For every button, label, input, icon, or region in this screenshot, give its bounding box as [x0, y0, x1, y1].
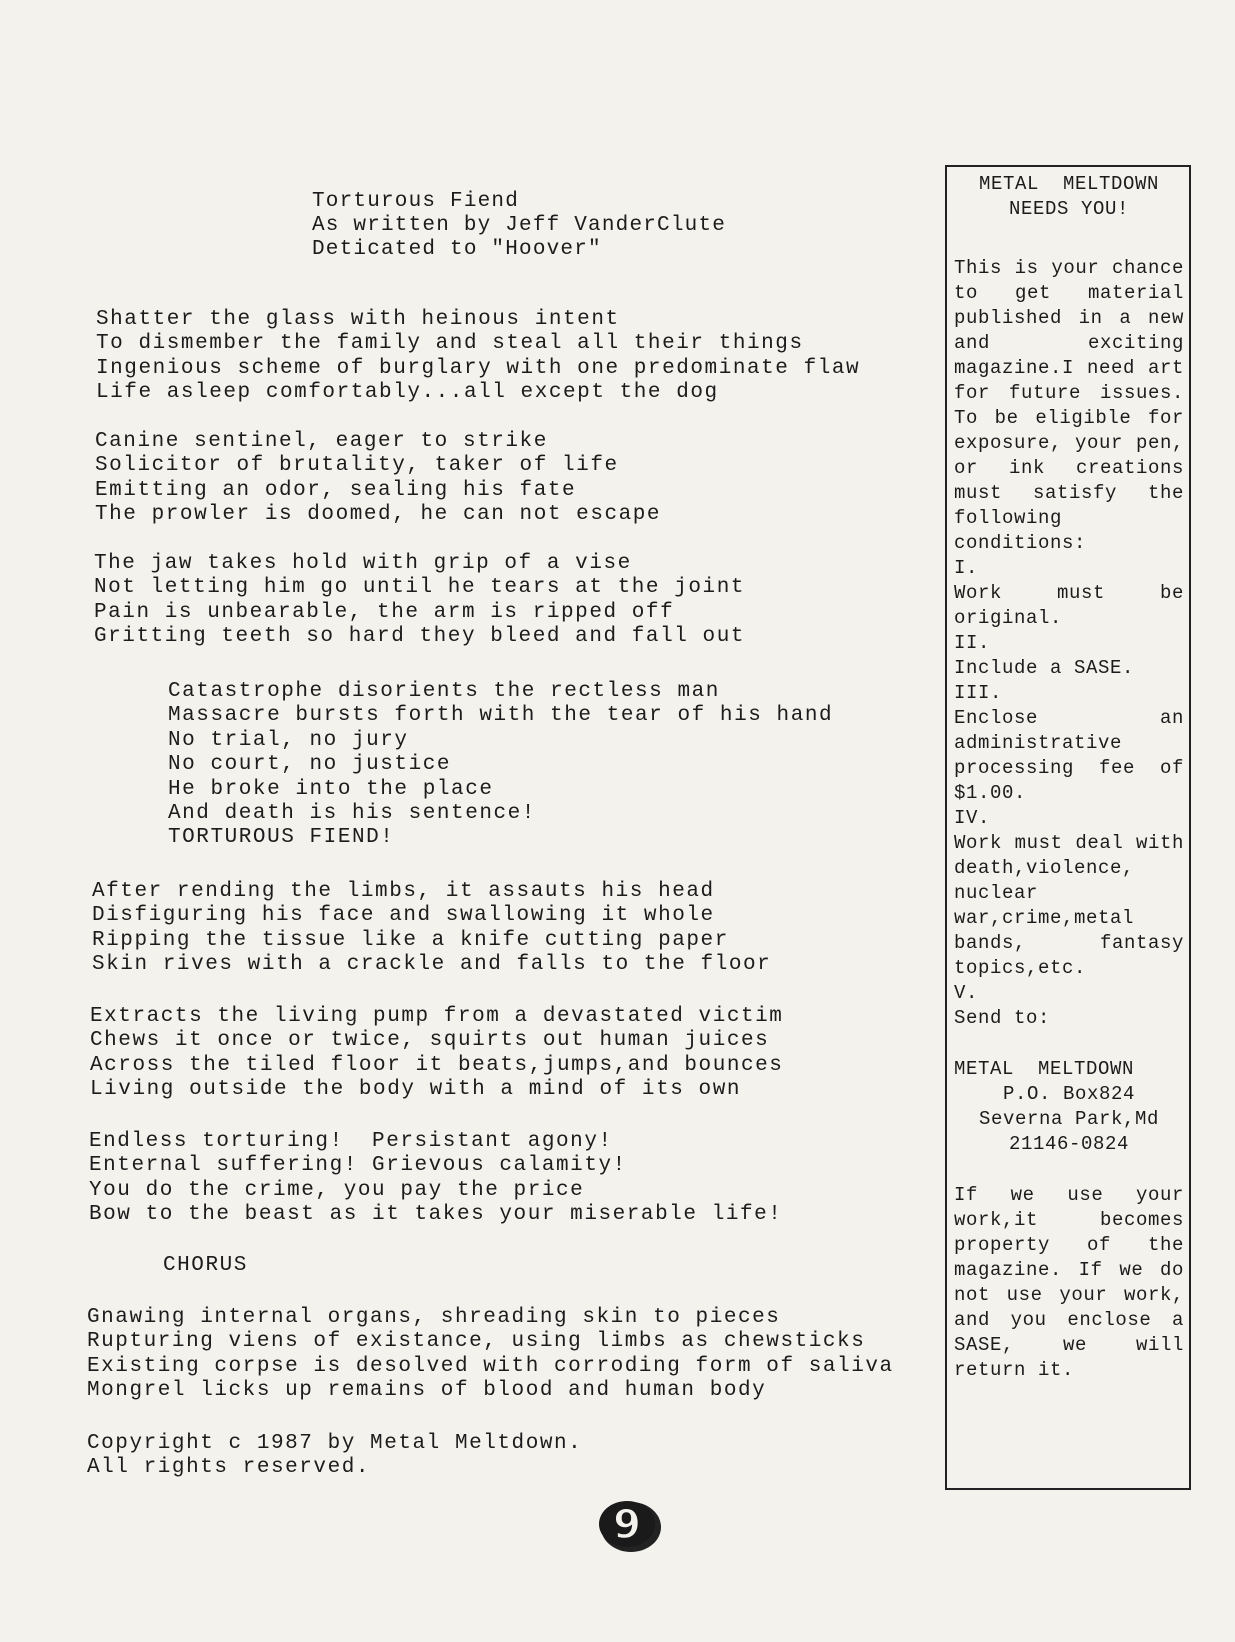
poem-title: Torturous Fiend — [312, 190, 520, 213]
poem-line: Canine sentinel, eager to strike — [95, 430, 548, 453]
address-name: METAL MELTDOWN — [954, 1058, 1135, 1080]
poem-line: No trial, no jury — [168, 728, 409, 752]
condition-text: Work must be original. — [954, 582, 1184, 629]
sidebar-subheading: NEEDS YOU! — [1008, 198, 1130, 220]
copyright-line: All rights reserved. — [87, 1456, 371, 1480]
poem-line: Life asleep comfortably...all except the dog — [96, 381, 719, 405]
poem-line: The jaw takes hold with grip of a vise — [94, 552, 632, 575]
poem-line: The prowler is doomed, he can not escape — [95, 503, 662, 527]
poem-line: Mongrel licks up remains of blood and human body — [87, 1379, 767, 1403]
stanza-4-indented — [168, 680, 833, 851]
submission-sidebar — [945, 165, 1191, 1490]
poem-line: Gnawing internal organs, shreading skin to pieces — [87, 1306, 781, 1329]
poem-line: Bow to the beast as it takes your miserable life! — [89, 1203, 783, 1227]
poem-line: Solicitor of brutality, taker of life — [95, 454, 619, 478]
condition-numeral: V. — [954, 982, 979, 1004]
stanza-8 — [87, 1306, 894, 1404]
poem-line: TORTUROUS FIEND! — [168, 826, 395, 850]
address-box: P.O. Box824 — [1002, 1083, 1136, 1105]
chorus-label: CHORUS — [163, 1254, 248, 1277]
condition-text: Send to: — [954, 1007, 1051, 1029]
poem-line: Endless torturing! Persistant agony! — [89, 1130, 613, 1153]
poem-line: To dismember the family and steal all their things — [96, 332, 804, 356]
poem-line: Shatter the glass with heinous intent — [96, 308, 620, 331]
page-number: 9 — [613, 1502, 641, 1548]
stanza-7 — [89, 1130, 782, 1228]
condition-text: Include a SASE. — [954, 657, 1135, 679]
poem-line: Chews it once or twice, squirts out human juices — [90, 1029, 770, 1053]
condition-text: Work must deal with death,violence, nuclear war,crime,metal bands, fantasy topics,etc. — [954, 832, 1184, 979]
stanza-2 — [95, 430, 661, 528]
poem-line: Not letting him go until he tears at the joint — [94, 576, 745, 600]
poem-line: And death is his sentence! — [168, 802, 536, 826]
poem-line: Ripping the tissue like a knife cutting paper — [92, 928, 729, 952]
copyright-line: Copyright c 1987 by Metal Meltdown. — [87, 1432, 583, 1455]
poem-line: He broke into the place — [168, 777, 494, 801]
poem-dedication: Deticated to "Hoover" — [312, 238, 602, 261]
stanza-3 — [94, 552, 745, 650]
poem-line: Rupturing viens of existance, using limbs as chewsticks — [87, 1330, 866, 1354]
page-number-badge — [596, 1498, 662, 1554]
stanza-5 — [92, 880, 771, 978]
condition-text: Enclose an administrative processing fee of $1.00. — [954, 707, 1184, 804]
poem-line: Massacre bursts forth with the tear of his hand — [168, 704, 834, 728]
sidebar-heading: METAL MELTDOWN — [978, 173, 1160, 195]
poem-author: As written by Jeff VanderClute — [312, 214, 727, 237]
poem-line: You do the crime, you pay the price — [89, 1178, 585, 1202]
condition-numeral: I. — [954, 557, 979, 579]
poem-line: Existing corpse is desolved with corroding form of saliva — [87, 1354, 894, 1378]
sidebar-closing: If we use your work,it becomes property of the magazine. If we do not use your work, and you enclose a SASE, we will return it. — [954, 1184, 1184, 1381]
poem-line: After rending the limbs, it assauts his head — [92, 880, 715, 903]
poem-line: Gritting teeth so hard they bleed and fall out — [94, 625, 745, 649]
stanza-1 — [96, 308, 860, 406]
poem-line: Disfiguring his face and swallowing it whole — [92, 904, 715, 928]
poem-line: Extracts the living pump from a devastated victim — [90, 1005, 784, 1028]
poem-line: Skin rives with a crackle and falls to the floor — [92, 953, 772, 977]
poem-line: Ingenious scheme of burglary with one predominate flaw — [96, 356, 861, 380]
poem-line: Catastrophe disorients the rectless man — [168, 680, 720, 703]
condition-numeral: II. — [954, 632, 991, 654]
poem-line: Emitting an odor, sealing his fate — [95, 478, 577, 502]
poem-line: No court, no justice — [168, 753, 452, 777]
condition-numeral: III. — [954, 682, 1003, 704]
address-zip: 21146-0824 — [1008, 1133, 1130, 1155]
poem-line: Enternal suffering! Grievous calamity! — [89, 1154, 627, 1178]
poem-line: Living outside the body with a mind of its own — [90, 1078, 741, 1102]
condition-numeral: IV. — [954, 807, 991, 829]
address-city: Severna Park,Md — [978, 1108, 1160, 1130]
poem-line: Pain is unbearable, the arm is ripped off — [94, 600, 675, 624]
poem-title-block — [312, 190, 726, 262]
stanza-6 — [90, 1005, 783, 1103]
sidebar-intro: This is your chance to get material published in a new and exciting magazine.I need art for future issues. To be eligible for exposure, your pen, or ink creations must satisfy the following conditions: — [954, 257, 1184, 554]
poem-line: Across the tiled floor it beats,jumps,and bounces — [90, 1053, 784, 1077]
copyright-notice — [87, 1432, 582, 1481]
